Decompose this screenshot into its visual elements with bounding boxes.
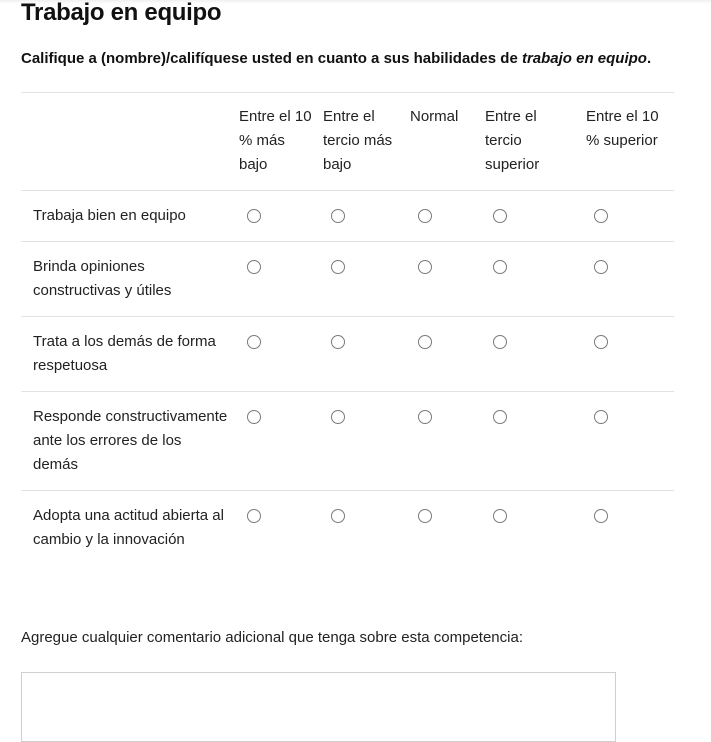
radio-cell	[399, 405, 474, 477]
comment-textarea[interactable]	[21, 672, 616, 742]
radio-cell	[474, 255, 575, 303]
grid-row	[21, 191, 674, 242]
radio-cell	[474, 204, 575, 228]
radio-button[interactable]	[594, 209, 608, 223]
radio-cell	[312, 204, 399, 228]
question-suffix: .	[646, 50, 652, 67]
radio-button[interactable]	[418, 335, 432, 349]
radio-cell	[474, 330, 575, 378]
radio-cell	[228, 204, 312, 228]
radio-button[interactable]	[493, 209, 507, 223]
grid-header	[21, 93, 674, 191]
radio-cell	[474, 504, 575, 552]
radio-cell	[575, 204, 674, 228]
radio-button[interactable]	[594, 335, 608, 349]
comment-label: Agregue cualquier comentario adicional que tenga sobre esta competencia:	[21, 629, 523, 646]
radio-cell	[228, 504, 312, 552]
radio-cell	[399, 255, 474, 303]
radio-cell	[399, 330, 474, 378]
radio-cell	[228, 330, 312, 378]
grid-row	[21, 317, 674, 392]
radio-button[interactable]	[418, 209, 432, 223]
radio-button[interactable]	[418, 410, 432, 424]
radio-cell	[312, 405, 399, 477]
radio-button[interactable]	[331, 209, 345, 223]
question-emphasis: trabajo en equipo	[521, 50, 647, 67]
radio-cell	[399, 204, 474, 228]
radio-button[interactable]	[331, 509, 345, 523]
radio-cell	[228, 405, 312, 477]
grid-row	[21, 392, 674, 491]
radio-cell	[575, 405, 674, 477]
row-label: Brinda opiniones constructivas y útiles	[33, 258, 172, 299]
column-header: Entre el tercio superior	[485, 108, 540, 173]
column-header: Entre el 10 % más bajo	[239, 108, 312, 173]
radio-button[interactable]	[493, 509, 507, 523]
radio-cell	[228, 255, 312, 303]
question-text	[21, 50, 651, 67]
column-header: Entre el 10 % superior	[586, 108, 659, 149]
radio-button[interactable]	[331, 410, 345, 424]
radio-button[interactable]	[594, 410, 608, 424]
radio-button[interactable]	[247, 410, 261, 424]
radio-button[interactable]	[493, 410, 507, 424]
radio-button[interactable]	[247, 209, 261, 223]
radio-button[interactable]	[493, 335, 507, 349]
radio-button[interactable]	[247, 509, 261, 523]
radio-cell	[312, 504, 399, 552]
radio-cell	[575, 255, 674, 303]
rating-grid	[21, 92, 674, 565]
radio-cell	[575, 504, 674, 552]
grid-row	[21, 491, 674, 565]
column-header: Normal	[410, 108, 459, 125]
grid-row	[21, 242, 674, 317]
question-prefix: Califique a (nombre)/califíquese usted en cuanto a sus habilidades de	[21, 50, 522, 67]
radio-button[interactable]	[594, 260, 608, 274]
radio-button[interactable]	[331, 335, 345, 349]
radio-cell	[312, 330, 399, 378]
row-label: Trata a los demás de forma respetuosa	[33, 333, 216, 374]
header-empty-cell	[21, 105, 228, 177]
row-label: Trabaja bien en equipo	[33, 207, 186, 224]
radio-button[interactable]	[247, 260, 261, 274]
column-header: Entre el tercio más bajo	[323, 108, 393, 173]
radio-cell	[575, 330, 674, 378]
row-label: Adopta una actitud abierta al cambio y la innovación	[33, 507, 224, 548]
row-label: Responde constructivamente ante los errores de los demás	[33, 408, 228, 473]
radio-button[interactable]	[594, 509, 608, 523]
radio-cell	[399, 504, 474, 552]
radio-cell	[474, 405, 575, 477]
radio-cell	[312, 255, 399, 303]
radio-button[interactable]	[418, 260, 432, 274]
radio-button[interactable]	[247, 335, 261, 349]
radio-button[interactable]	[493, 260, 507, 274]
section-title: Trabajo en equipo	[21, 0, 222, 26]
radio-button[interactable]	[331, 260, 345, 274]
radio-button[interactable]	[418, 509, 432, 523]
